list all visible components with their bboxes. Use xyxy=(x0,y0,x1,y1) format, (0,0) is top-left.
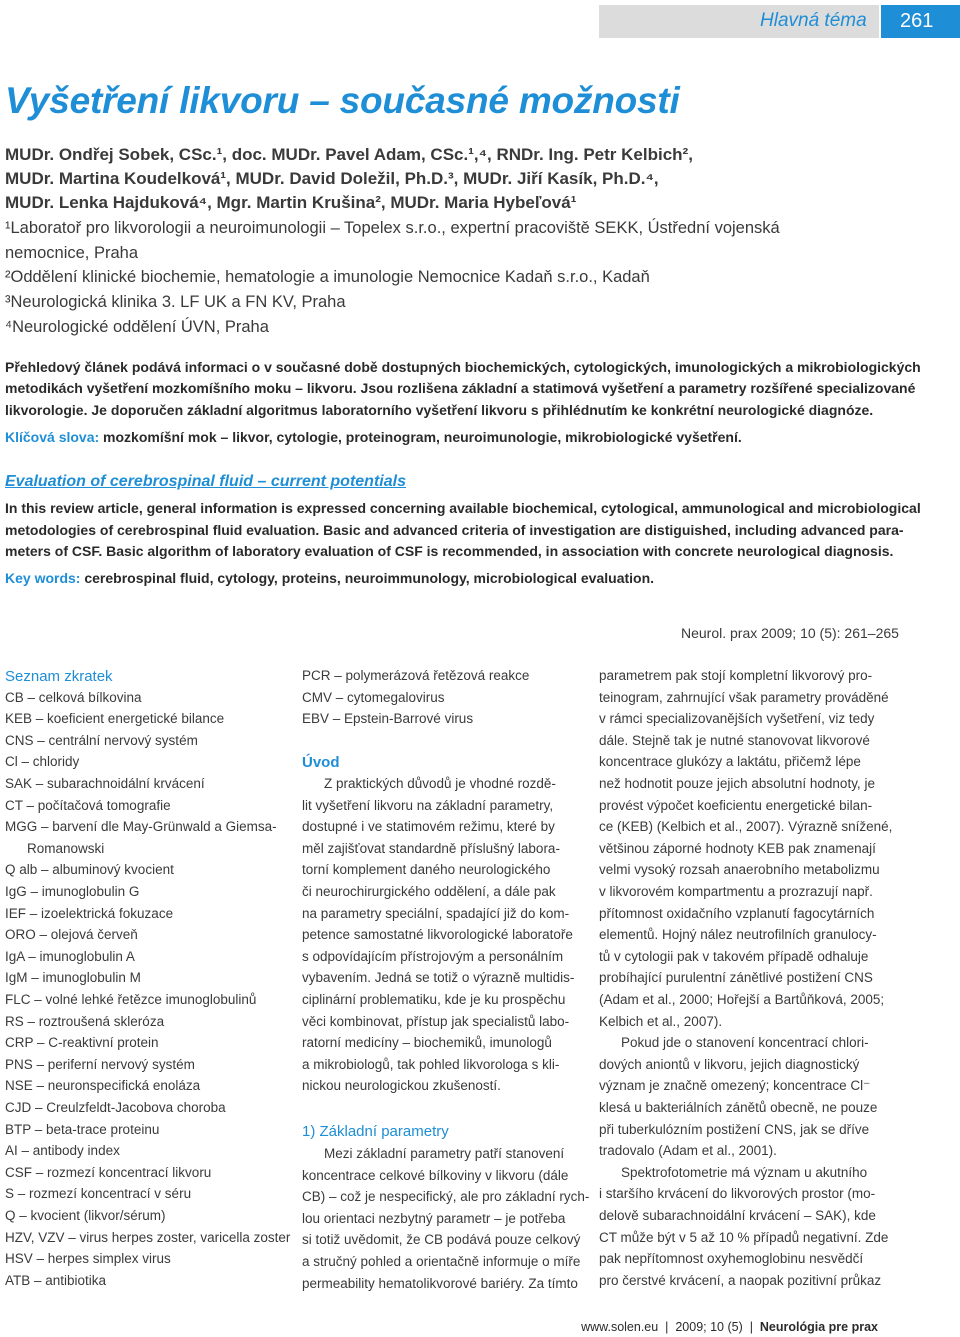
intro-text-line: na parametry speciální, spadající již do kom- xyxy=(302,905,570,921)
body-text-line: než hodnotit pouze jejich absolutní hodnoty, je xyxy=(599,776,875,791)
intro-text-line: měl zajišťovat standardně příslušný labora- xyxy=(302,840,560,856)
abbreviation-item: CSF – rozmezí koncentrací likvoru xyxy=(5,1164,212,1180)
footer-journal: Neurológia pre prax xyxy=(759,1320,878,1334)
body-text-line: v likvorovém kompartmentu a prozrazují např. xyxy=(599,884,873,899)
intro-heading: Úvod xyxy=(302,754,340,771)
authors-line-3: MUDr. Lenka Hajduková⁴, Mgr. Martin Krušina², MUDr. Maria Hybeľová¹ xyxy=(5,193,577,212)
page-number: 261 xyxy=(900,10,934,32)
keywords-en-label: Key words: xyxy=(5,570,81,586)
intro-text-line: vybavením. Jedná se totiž o výrazně multidis- xyxy=(302,970,575,986)
header-topic: Hlavná téma xyxy=(760,10,867,31)
keywords-cz xyxy=(5,429,742,445)
basic-text-line: permeability hematolikvorové bariéry. Za tímto xyxy=(302,1275,578,1291)
intro-text-line: petence samostatné likvorologické laboratoře xyxy=(302,927,573,943)
abbreviation-item: PCR – polymerázová řetězová reakce xyxy=(302,668,530,683)
footer-issue: 2009; 10 (5) xyxy=(675,1320,743,1334)
body-text-line: Spektrofotometrie má význam u akutního xyxy=(621,1164,868,1180)
abbreviation-item: FLC – volné lehké řetězce imunoglobulinů xyxy=(5,992,257,1007)
authors-line-2: MUDr. Martina Koudelková¹, MUDr. David Doležil, Ph.D.³, MUDr. Jiří Kasík, Ph.D.⁴, xyxy=(5,169,659,188)
basic-parameters-heading: 1) Základní parametry xyxy=(302,1123,449,1140)
body-text-line: pro čerstvé krvácení, a naopak pozitivní průkaz xyxy=(599,1272,882,1288)
footer-site: www.solen.eu xyxy=(581,1320,659,1334)
body-text-line: elementů. Hojný nález neutrofilních granulocy- xyxy=(599,927,877,943)
abbreviation-item: AI – antibody index xyxy=(5,1143,120,1159)
abbreviation-item: HSV – herpes simplex virus xyxy=(5,1251,171,1267)
body-text-line: Pokud jde o stanovení koncentrací chlori- xyxy=(621,1035,869,1051)
abbreviation-item: Romanowski xyxy=(27,840,105,856)
abbreviation-item: RS – roztroušená skleróza xyxy=(5,1013,165,1029)
body-text-line: probíhající purulentní zánětlivé postižení CNS xyxy=(599,970,873,986)
body-text-line: při tuberkulózním postižení CNS, jak se dříve xyxy=(599,1121,870,1137)
body-text-line: koncentrace glukózy a laktátu, přičemž lépe xyxy=(599,754,861,770)
abbreviation-item: CMV – cytomegalovirus xyxy=(302,689,445,705)
intro-text-line: lit vyšetření likvoru na základní parametry, xyxy=(302,797,554,813)
body-text-line: tradovalo (Adam et al., 2001). xyxy=(599,1143,777,1159)
body-text-line: provést výpočet koeficientu energetické bilan- xyxy=(599,797,873,813)
affiliation-1-cont: nemocnice, Praha xyxy=(5,244,138,262)
intro-text-line: Z praktických důvodů je vhodné rozdě- xyxy=(324,776,556,791)
abbreviation-item: IgA – imunoglobulin A xyxy=(5,948,135,964)
article-title: Vyšetření likvoru – současné možnosti xyxy=(5,80,680,121)
abbreviation-item: IgG – imunoglobulin G xyxy=(5,884,140,899)
basic-text-line: CB) – což je nespecifický, ale pro základní rych- xyxy=(302,1189,590,1205)
affiliation-4: ⁴Neurologické oddělení ÚVN, Praha xyxy=(5,318,269,336)
affiliation-1: ¹Laboratoř pro likvorologii a neuroimunologii – Topelex s.r.o., expertní pracoviště SEKK, Ústřední vojenská xyxy=(5,219,780,237)
intro-text-line: a mikrobiologů, tak pohled likvorologa s kli- xyxy=(302,1056,560,1072)
body-text-line: i staršího krvácení do likvorových prostor (mo- xyxy=(599,1186,876,1202)
body-text-line: v rámci specializovanějších vyšetření, viz tedy xyxy=(599,711,875,727)
abbreviation-item: PNS – periferní nervový systém xyxy=(5,1056,195,1072)
abbreviation-item: ORO – olejová červeň xyxy=(5,927,138,943)
authors-line-1: MUDr. Ondřej Sobek, CSc.¹, doc. MUDr. Pavel Adam, CSc.¹,⁴, RNDr. Ing. Petr Kelbich², xyxy=(5,145,693,164)
abbreviation-item: S – rozmezí koncentrací v séru xyxy=(5,1186,192,1202)
abstract-cz-line-2: metodikách vyšetření mozkomíšního moku – likvoru. Jsou rozlišena základní a statimová vyšetření a parametry rozšířené specializované xyxy=(5,380,916,396)
abbreviation-item: CJD – Creulzfeldt-Jacobova choroba xyxy=(5,1100,226,1115)
intro-text-line: dostupné i ve statimovém režimu, které by xyxy=(302,819,555,835)
abbreviation-item: ATB – antibiotika xyxy=(5,1272,107,1288)
abbreviation-item: EBV – Epstein-Barrové virus xyxy=(302,711,474,727)
body-text-line: klesá u bakteriálních zánětů obecně, ne pouze xyxy=(599,1100,878,1115)
abbreviation-item: BTP – beta-trace proteinu xyxy=(5,1121,160,1137)
keywords-en-text: cerebrospinal fluid, cytology, proteins, neuroimmunology, microbiological evaluation. xyxy=(80,570,655,586)
body-text-line: tů v cytologii pak v takovém případě odhaluje xyxy=(599,948,869,964)
body-text-line: delově subarachnoidální krvácení – SAK), kde xyxy=(599,1208,876,1223)
body-text-line: význam je značně omezený; koncentrace Cl⁻ xyxy=(599,1078,871,1094)
abbreviation-item: CB – celková bílkovina xyxy=(5,689,142,705)
body-text-line: teinogram, zahrnující však parametry prováděné xyxy=(599,689,889,705)
affiliation-2: ²Oddělení klinické biochemie, hematologie a imunologie Nemocnice Kadaň s.r.o., Kadaň xyxy=(5,268,650,286)
basic-text-line: lou orientaci nezbytný parametr – je potřeba xyxy=(302,1210,566,1226)
basic-text-line: si totiž uvědomit, že CB podává pouze celkový xyxy=(302,1232,581,1248)
abstract-en-line-1: In this review article, general information is expressed concerning available biochemical, cytological, ammunological and microbiological xyxy=(5,500,921,516)
abstract-cz-line-3: likvorologie. Je doporučen základní algoritmus laboratorního vyšetření likvoru s přihlédnutím ke konkrétní neurologické diagnóze. xyxy=(5,402,874,418)
abbreviation-item: KEB – koeficient energetické bilance xyxy=(5,711,225,727)
abbreviations-heading: Seznam zkratek xyxy=(5,668,113,685)
intro-text-line: věci kombinovat, přístup jak specialistů labo- xyxy=(302,1013,570,1029)
abbreviation-item: IEF – izoelektrická fokuzace xyxy=(5,905,174,921)
body-text-line: CT může být v 5 až 10 % případů negativní. Zde xyxy=(599,1229,889,1245)
abstract-cz-line-1: Přehledový článek podává informaci o v současné době dostupných biochemických, cytologických, imunologických a mikrobiologických xyxy=(5,359,921,375)
intro-text-line: ciplinární problematiku, kde je ku prospěchu xyxy=(302,992,566,1007)
abbreviation-item: CRP – C-reaktivní protein xyxy=(5,1035,159,1051)
abbreviation-item: CNS – centrální nervový systém xyxy=(5,732,198,748)
abstract-en-line-2: metodologies of cerebrospinal fluid evaluation. Basic and advanced criteria of investigation are distiguished, including advanced para- xyxy=(5,522,904,538)
abbreviation-item: HZV, VZV – virus herpes zoster, varicella zoster xyxy=(5,1229,291,1245)
abbreviation-item: IgM – imunoglobulin M xyxy=(5,970,141,986)
body-text-line: parametrem pak stojí kompletní likvorový pro- xyxy=(599,668,873,683)
body-text-line: většinou záporné hodnoty KEB pak znamenají xyxy=(599,840,876,856)
basic-text-line: koncentrace celkové bílkoviny v likvoru (dále xyxy=(302,1167,569,1183)
body-text-line: dových aniontů v likvoru, jejich diagnostický xyxy=(599,1056,860,1072)
body-text-line: ce (KEB) (Kelbich et al., 2007). Výrazně snížené, xyxy=(599,819,893,835)
abstract-en-title: Evaluation of cerebrospinal fluid – current potentials xyxy=(5,473,406,490)
abbreviation-item: CT – počítačová tomografie xyxy=(5,797,171,813)
body-text-line: (Adam et al., 2000; Hořejší a Bartůňková, 2005; xyxy=(599,992,885,1007)
abstract-en-line-3: meters of CSF. Basic algorithm of laboratory evaluation of CSF is recommended, in association with concrete neurological diagnosis. xyxy=(5,543,894,559)
intro-text-line: s odpovídajícím přístrojovým a personálním xyxy=(302,948,564,964)
page-footer: www.solen.eu | 2009; 10 (5) | Neurológia pre prax xyxy=(581,1320,878,1334)
abbreviation-item: SAK – subarachnoidální krvácení xyxy=(5,776,205,791)
affiliation-3: ³Neurologická klinika 3. LF UK a FN KV, Praha xyxy=(5,293,346,311)
intro-text-line: nickou neurologickou zkušeností. xyxy=(302,1078,501,1094)
abbreviation-item: Q alb – albuminový kvocient xyxy=(5,862,174,878)
basic-text-line: Mezi základní parametry patří stanovení xyxy=(324,1146,565,1161)
intro-text-line: či neurochirurgického oddělení, a dále pak xyxy=(302,884,556,899)
body-text-line: pak nepřítomnost oxyhemoglobinu nesvědčí xyxy=(599,1251,864,1267)
abbreviation-item: Q – kvocient (likvor/sérum) xyxy=(5,1208,166,1223)
body-text-line: velmi vysoký rozsah anaerobního metabolizmu xyxy=(599,862,880,878)
intro-text-line: ratorní medicíny – biochemiků, imunologů xyxy=(302,1035,552,1051)
body-text-line: Kelbich et al., 2007). xyxy=(599,1013,723,1029)
abbreviation-item: Cl – chloridy xyxy=(5,754,80,770)
body-text-line: přítomnost oxidačního vzplanutí fagocytárních xyxy=(599,905,875,921)
abbreviation-item: MGG – barvení dle May-Grünwald a Giemsa- xyxy=(5,819,277,835)
abbreviation-item: NSE – neuronspecifická enoláza xyxy=(5,1078,201,1094)
body-text-line: dále. Stejně tak je nutné stanovovat likvorové xyxy=(599,732,870,748)
intro-text-line: torní komplement daného neurologického xyxy=(302,862,551,878)
basic-text-line: a stručný pohled a orientačně informuje o míře xyxy=(302,1254,581,1269)
citation: Neurol. prax 2009; 10 (5): 261–265 xyxy=(681,625,899,641)
keywords-cz-text: mozkomíšní mok – likvor, cytologie, proteinogram, neuroimunologie, mikrobiologické vyšetření. xyxy=(99,429,742,445)
keywords-en xyxy=(5,570,654,586)
keywords-cz-label: Klíčová slova: xyxy=(5,429,100,445)
